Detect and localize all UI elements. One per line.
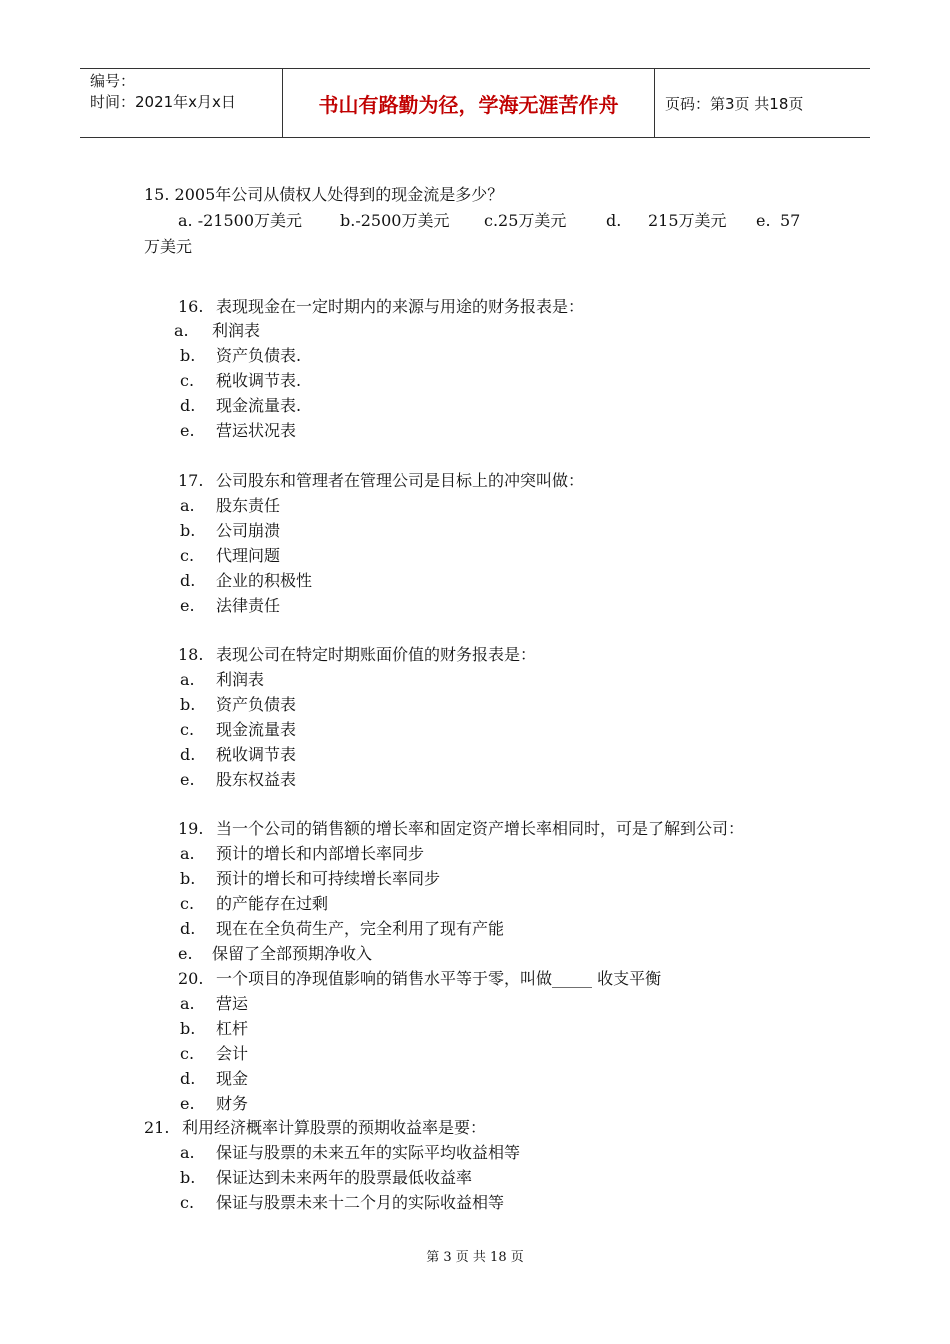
text-line: 20. (178, 969, 204, 988)
text-line: a. (180, 994, 195, 1013)
text-line: 57 (780, 211, 801, 230)
text-line: 预计的增长和可持续增长率同步 (216, 869, 441, 888)
header-meta (80, 69, 282, 137)
text-line: d. (180, 919, 196, 938)
text-line: 预计的增长和内部增长率同步 (216, 844, 425, 863)
text-line: 代理问题 (216, 546, 281, 565)
text-line: 营运状况表 (216, 421, 297, 440)
document-number-label: 编号： (90, 72, 136, 90)
header-page-info: 页码：第3页 共18页 (665, 94, 804, 113)
text-line: e. (180, 596, 195, 615)
text-line: 15. 2005年公司从债权人处得到的现金流是多少？ (144, 185, 504, 204)
text-line: 税收调节表. (216, 371, 302, 390)
text-line: 表现公司在特定时期账面价值的财务报表是： (216, 645, 537, 664)
text-line: c. (180, 720, 195, 739)
text-line: a. (174, 321, 189, 340)
text-line: 现金 (216, 1069, 249, 1088)
text-line: 杠杆 (216, 1019, 249, 1038)
text-line: 17. (178, 471, 204, 490)
text-line: 21. (144, 1118, 170, 1137)
text-line: a. (180, 844, 195, 863)
text-line: b. (180, 521, 196, 540)
header-motto: 书山有路勤为径，学海无涯苦作舟 (282, 69, 655, 137)
text-line: e. (180, 770, 195, 789)
text-line: a. -21500万美元 (178, 211, 303, 230)
text-line: 18. (178, 645, 204, 664)
text-line: 税收调节表 (216, 745, 297, 764)
text-line: 现金流量表 (216, 720, 297, 739)
text-line: 保留了全部预期净收入 (212, 944, 373, 963)
text-line: c. (180, 894, 195, 913)
text-line: e. (756, 211, 771, 230)
page-header (80, 68, 870, 138)
text-line: b. (180, 1019, 196, 1038)
text-line: 16. (178, 297, 204, 316)
text-line: 法律责任 (216, 596, 281, 615)
text-line: 一个项目的净现值影响的销售水平等于零，叫做_____ 收支平衡 (216, 969, 662, 988)
text-line: 万美元 (144, 237, 193, 256)
text-line: d. (180, 1069, 196, 1088)
text-line: 公司崩溃 (216, 521, 281, 540)
text-line: a. (180, 1143, 195, 1162)
text-line: 保证与股票未来十二个月的实际收益相等 (216, 1193, 505, 1212)
text-line: 财务 (216, 1094, 249, 1113)
text-line: b.-2500万美元 (340, 211, 450, 230)
text-line: e. (180, 421, 195, 440)
text-line: b. (180, 1168, 196, 1187)
text-line: 利润表 (212, 321, 261, 340)
text-line: c. (180, 1044, 195, 1063)
text-line: 现在在全负荷生产，完全利用了现有产能 (216, 919, 505, 938)
text-line: d. (180, 571, 196, 590)
text-line: c. (180, 371, 195, 390)
text-line: 营运 (216, 994, 249, 1013)
text-line: 公司股东和管理者在管理公司是目标上的冲突叫做： (216, 471, 585, 490)
text-line: d. (606, 211, 622, 230)
text-line: 利用经济概率计算股票的预期收益率是要： (182, 1118, 487, 1137)
text-line: c. (180, 1193, 195, 1212)
text-line: b. (180, 695, 196, 714)
text-line: 保证与股票的未来五年的实际平均收益相等 (216, 1143, 521, 1162)
page-footer: 第 3 页 共 18 页 (426, 1250, 524, 1265)
text-line: d. (180, 396, 196, 415)
text-line: b. (180, 869, 196, 888)
text-line: d. (180, 745, 196, 764)
document-date: 时间：2021年x月x日 (90, 93, 236, 111)
text-line: 股东责任 (216, 496, 281, 515)
text-line: 会计 (216, 1044, 249, 1063)
text-line: 保证达到未来两年的股票最低收益率 (216, 1168, 473, 1187)
text-line: a. (180, 670, 195, 689)
text-line: 的产能存在过剩 (216, 894, 329, 913)
text-line: 资产负债表. (216, 346, 302, 365)
text-line: 当一个公司的销售额的增长率和固定资产增长率相同时，可是了解到公司： (216, 819, 745, 838)
text-line: e. (178, 944, 193, 963)
text-line: 利润表 (216, 670, 265, 689)
text-line: 股东权益表 (216, 770, 297, 789)
text-line: a. (180, 496, 195, 515)
text-line: 215万美元 (648, 211, 727, 230)
text-line: 表现现金在一定时期内的来源与用途的财务报表是： (216, 297, 585, 316)
text-line: e. (180, 1094, 195, 1113)
text-line: 企业的积极性 (216, 571, 313, 590)
text-line: c. (180, 546, 195, 565)
text-line: c.25万美元 (484, 211, 567, 230)
text-line: 现金流量表. (216, 396, 302, 415)
text-line: b. (180, 346, 196, 365)
text-line: 资产负债表 (216, 695, 297, 714)
text-line: 19. (178, 819, 204, 838)
